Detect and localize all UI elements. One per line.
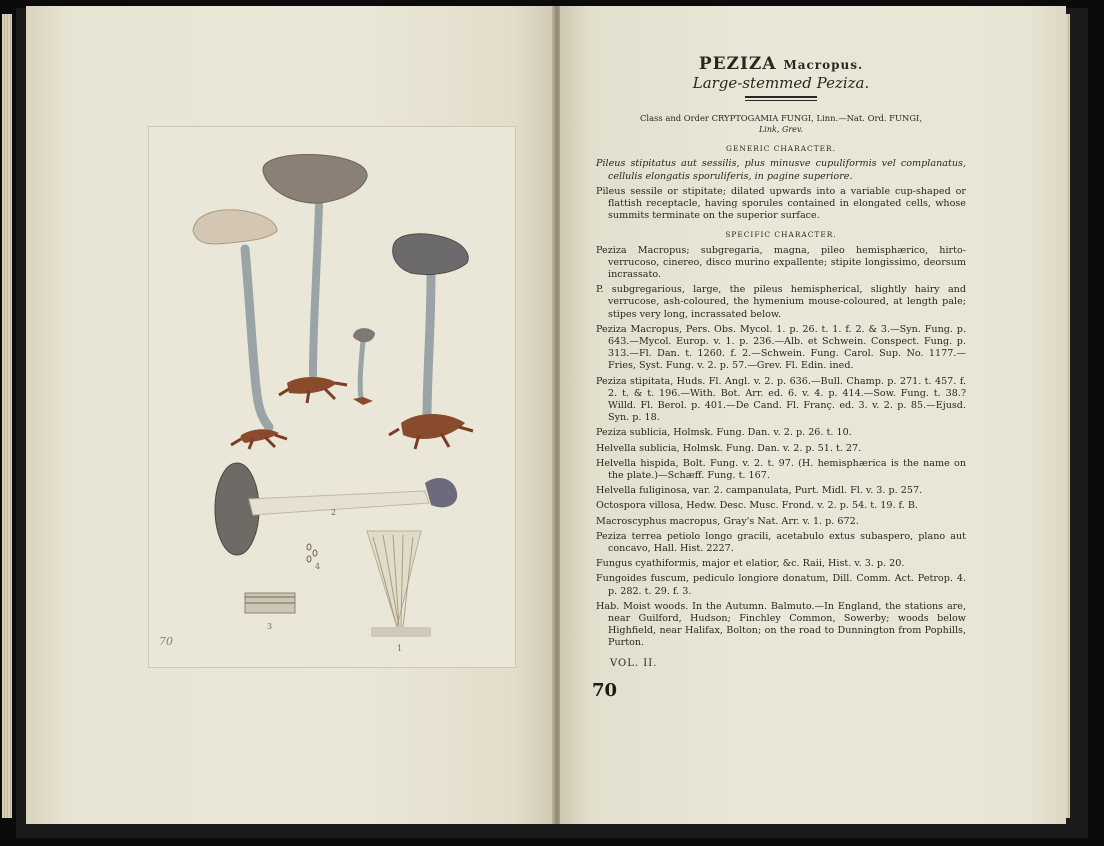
synonym-entry: Fungoides fuscum, pediculo longiore donatum, Dill. Comm. Act. Petrop. 4. p. 282. t. 29. f. 3. (596, 573, 966, 597)
specific-latin: Peziza Macropus; subgregaria, magna, pileo hemisphærico, hirto-verrucoso, cinereo, disco murino expallente; stipite longissimo, deorsum incrassato. (596, 244, 966, 280)
specific-english: P. subgregarious, large, the pileus hemispherical, slightly hairy and verrucose, ash-coloured, the hymenium mouse-coloured, at length pale; stipes very long, incrassated below. (596, 284, 966, 320)
figure-label-2: 2 (331, 508, 337, 517)
synonym-entry: Peziza Macropus, Pers. Obs. Mycol. 1. p. 26. t. 1. f. 2. & 3.—Syn. Fung. p. 643.—Mycol. Europ. v. 1. p. 236.—Alb. et Schwein. Conspect. Fung. p. 313.—Fl. Dan. t. 1260. f. 2.—Schwein. Fung. Carol. Sup. No. 1177.—Fries, Syst. Fung. v. 2. p. 57.—Grev. Fl. Edin. ined. (596, 323, 966, 372)
title-rule (745, 96, 817, 101)
synonym-entry: Peziza terrea petiolo longo gracili, acetabulo extus subaspero, plano aut concavo, Hall. Hist. 2227. (596, 530, 966, 554)
generic-latin: Pileus stipitatus aut sessilis, plus minusve cupuliformis vel complanatus, cellulis elongatis sporuliferis, in pagine superiore. (596, 158, 966, 182)
figure-label-4: 4 (315, 562, 321, 571)
synonym-entry: Peziza sublicia, Holmsk. Fung. Dan. v. 2. p. 26. t. 10. (596, 427, 852, 439)
mushroom-illustration (149, 127, 515, 667)
classification-line: Class and Order CRYPTOGAMIA FUNGI, Linn.—Nat. Ord. FUNGI, (639, 113, 922, 124)
synonym-entry: Octospora villosa, Hedw. Desc. Musc. Frond. v. 2. p. 54. t. 19. f. B. (596, 500, 918, 512)
title-species: Macropus. (783, 58, 864, 72)
specific-heading: SPECIFIC CHARACTER. (725, 230, 837, 240)
synonym-entry: Helvella sublicia, Holmsk. Fung. Dan. v. 2. p. 51. t. 27. (596, 442, 862, 454)
generic-english: Pileus sessile or stipitate; dilated upwards into a variable cup-shaped or flattish receptacle, having sporules contained in elongated cells, whose summits terminate on the superior surface. (596, 185, 966, 222)
page-title (596, 54, 966, 74)
title-genus: PEZIZA (698, 54, 777, 74)
illustration-plate (148, 126, 516, 668)
text-column (596, 56, 966, 670)
generic-heading: GENERIC CHARACTER. (726, 144, 836, 154)
page-number: 70 (592, 680, 618, 701)
volume-label: VOL. II. (610, 657, 658, 669)
synonym-entry: Peziza stipitata, Huds. Fl. Angl. v. 2. p. 636.—Bull. Champ. p. 271. t. 457. f. 2. t. & t. 196.—With. Bot. Arr. ed. 6. v. 4. p. 414.—Sow. Fung. t. 38.? Willd. Fl. Berol. p. 401.—De Cand. Fl. Franç. ed. 3. v. 2. p. 85.—Ejusd. Syn. p. 18. (596, 375, 966, 424)
habitat-entry: Hab. Moist woods. In the Autumn. Balmuto.—In England, the stations are, near Guilford, Hudson; Finchley Common, Sowerby; woods below Highfield, near Halifax, Bolton; on the road to Dunnington from Pophills, Purton. (596, 600, 966, 649)
figure-label-3: 3 (267, 622, 273, 631)
page-subtitle: Large-stemmed Peziza. (692, 74, 870, 93)
synonym-entry: Macroscyphus macropus, Gray's Nat. Arr. v. 1. p. 672. (596, 515, 859, 527)
synonym-entry: Fungus cyathiformis, major et elatior, &c. Raii, Hist. v. 3. p. 20. (596, 558, 905, 570)
classification-authority: Link, Grev. (758, 124, 804, 134)
left-page (26, 6, 556, 824)
plate-corner-label: 70 (159, 635, 173, 648)
left-page-edges (2, 14, 12, 818)
synonym-entry: Helvella fuliginosa, var. 2. campanulata, Purt. Midl. Fl. v. 3. p. 257. (596, 485, 923, 497)
synonym-entry: Helvella hispida, Bolt. Fung. v. 2. t. 97. (H. hemisphærica is the name on the plate.)—Schæff. Fung. t. 167. (596, 457, 966, 481)
figure-label-1: 1 (397, 644, 403, 653)
